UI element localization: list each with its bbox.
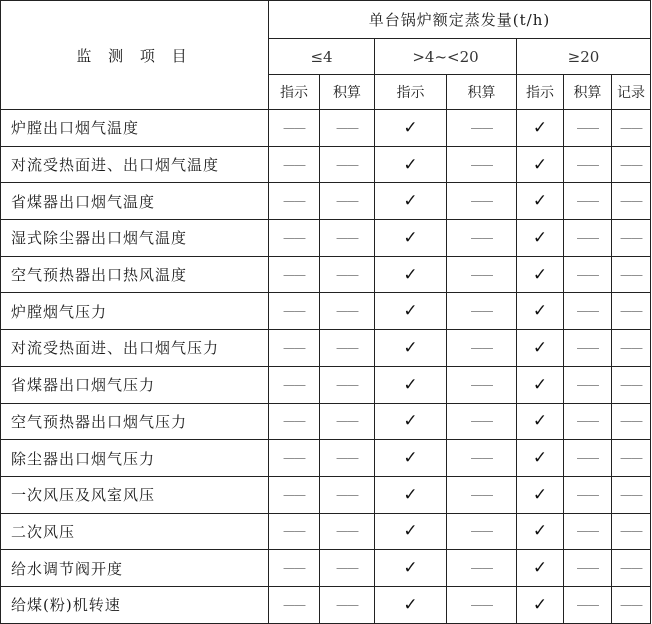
dash-mark: —— <box>564 586 612 623</box>
dash-mark: —— <box>269 256 320 293</box>
dash-mark: —— <box>564 513 612 550</box>
dash-mark: —— <box>612 330 651 367</box>
dash-mark: —— <box>320 366 375 403</box>
dash-mark: —— <box>564 110 612 147</box>
dash-mark: —— <box>612 586 651 623</box>
subcol-integrate: 积算 <box>564 75 612 110</box>
item-column-header: 监 测 项 目 <box>1 1 269 110</box>
dash-mark: —— <box>320 293 375 330</box>
check-mark-icon: ✓ <box>517 256 564 293</box>
check-mark-icon: ✓ <box>517 293 564 330</box>
monitoring-item-name: 空气预热器出口烟气压力 <box>1 403 269 440</box>
dash-mark: —— <box>269 220 320 257</box>
check-mark-icon: ✓ <box>375 293 447 330</box>
dash-mark: —— <box>320 476 375 513</box>
dash-mark: —— <box>564 366 612 403</box>
dash-mark: —— <box>447 586 517 623</box>
dash-mark: —— <box>447 476 517 513</box>
dash-mark: —— <box>320 586 375 623</box>
monitoring-item-name: 省煤器出口烟气压力 <box>1 366 269 403</box>
subcol-integrate: 积算 <box>320 75 375 110</box>
dash-mark: —— <box>320 220 375 257</box>
dash-mark: —— <box>320 330 375 367</box>
dash-mark: —— <box>320 256 375 293</box>
dash-mark: —— <box>269 513 320 550</box>
check-mark-icon: ✓ <box>375 330 447 367</box>
range-header-ge20: ≥20 <box>517 39 651 75</box>
dash-mark: —— <box>612 440 651 477</box>
check-mark-icon: ✓ <box>517 476 564 513</box>
table-row <box>1 293 651 330</box>
dash-mark: —— <box>269 550 320 587</box>
dash-mark: —— <box>269 586 320 623</box>
table-row <box>1 256 651 293</box>
dash-mark: —— <box>564 476 612 513</box>
monitoring-item-name: 二次风压 <box>1 513 269 550</box>
dash-mark: —— <box>269 330 320 367</box>
monitoring-item-name: 炉膛烟气压力 <box>1 293 269 330</box>
check-mark-icon: ✓ <box>517 330 564 367</box>
dash-mark: —— <box>447 403 517 440</box>
dash-mark: —— <box>612 183 651 220</box>
dash-mark: —— <box>320 183 375 220</box>
dash-mark: —— <box>320 146 375 183</box>
header-row-group <box>1 1 651 39</box>
subcol-record: 记录 <box>612 75 651 110</box>
check-mark-icon: ✓ <box>375 366 447 403</box>
dash-mark: —— <box>447 110 517 147</box>
dash-mark: —— <box>269 183 320 220</box>
check-mark-icon: ✓ <box>517 513 564 550</box>
monitoring-item-name: 炉膛出口烟气温度 <box>1 110 269 147</box>
dash-mark: —— <box>269 403 320 440</box>
check-mark-icon: ✓ <box>517 366 564 403</box>
dash-mark: —— <box>269 293 320 330</box>
dash-mark: —— <box>447 183 517 220</box>
table-row <box>1 220 651 257</box>
dash-mark: —— <box>612 110 651 147</box>
subcol-indicate: 指示 <box>375 75 447 110</box>
dash-mark: —— <box>269 366 320 403</box>
dash-mark: —— <box>447 256 517 293</box>
subcol-indicate: 指示 <box>517 75 564 110</box>
capacity-group-header: 单台锅炉额定蒸发量(t/h) <box>269 1 651 39</box>
monitoring-item-name: 湿式除尘器出口烟气温度 <box>1 220 269 257</box>
dash-mark: —— <box>612 403 651 440</box>
dash-mark: —— <box>320 403 375 440</box>
check-mark-icon: ✓ <box>517 440 564 477</box>
table-row <box>1 476 651 513</box>
dash-mark: —— <box>612 256 651 293</box>
table-row <box>1 183 651 220</box>
dash-mark: —— <box>564 330 612 367</box>
check-mark-icon: ✓ <box>517 183 564 220</box>
monitoring-item-name: 对流受热面进、出口烟气温度 <box>1 146 269 183</box>
check-mark-icon: ✓ <box>517 220 564 257</box>
range-header-4-20: >4~<20 <box>375 39 517 75</box>
check-mark-icon: ✓ <box>517 550 564 587</box>
dash-mark: —— <box>564 293 612 330</box>
dash-mark: —— <box>612 220 651 257</box>
check-mark-icon: ✓ <box>517 110 564 147</box>
dash-mark: —— <box>564 256 612 293</box>
dash-mark: —— <box>612 366 651 403</box>
check-mark-icon: ✓ <box>375 183 447 220</box>
dash-mark: —— <box>320 550 375 587</box>
table-row <box>1 513 651 550</box>
dash-mark: —— <box>447 513 517 550</box>
check-mark-icon: ✓ <box>517 146 564 183</box>
dash-mark: —— <box>447 146 517 183</box>
check-mark-icon: ✓ <box>375 513 447 550</box>
dash-mark: —— <box>564 183 612 220</box>
dash-mark: —— <box>564 220 612 257</box>
dash-mark: —— <box>447 550 517 587</box>
check-mark-icon: ✓ <box>375 476 447 513</box>
dash-mark: —— <box>447 330 517 367</box>
dash-mark: —— <box>447 366 517 403</box>
check-mark-icon: ✓ <box>375 146 447 183</box>
table-row <box>1 366 651 403</box>
dash-mark: —— <box>612 476 651 513</box>
table-header <box>1 1 651 110</box>
monitoring-item-name: 给水调节阀开度 <box>1 550 269 587</box>
check-mark-icon: ✓ <box>375 586 447 623</box>
dash-mark: —— <box>564 440 612 477</box>
table-row <box>1 110 651 147</box>
table-row <box>1 146 651 183</box>
table-row <box>1 403 651 440</box>
monitoring-item-name: 除尘器出口烟气压力 <box>1 440 269 477</box>
dash-mark: —— <box>612 513 651 550</box>
check-mark-icon: ✓ <box>375 440 447 477</box>
dash-mark: —— <box>269 440 320 477</box>
subcol-integrate: 积算 <box>447 75 517 110</box>
monitoring-item-name: 对流受热面进、出口烟气压力 <box>1 330 269 367</box>
monitoring-item-name: 省煤器出口烟气温度 <box>1 183 269 220</box>
dash-mark: —— <box>447 220 517 257</box>
dash-mark: —— <box>320 440 375 477</box>
subcol-indicate: 指示 <box>269 75 320 110</box>
check-mark-icon: ✓ <box>375 550 447 587</box>
table-body <box>1 110 651 624</box>
dash-mark: —— <box>320 110 375 147</box>
dash-mark: —— <box>447 293 517 330</box>
dash-mark: —— <box>269 476 320 513</box>
monitoring-item-name: 一次风压及风室风压 <box>1 476 269 513</box>
dash-mark: —— <box>612 293 651 330</box>
check-mark-icon: ✓ <box>375 256 447 293</box>
table-row <box>1 550 651 587</box>
check-mark-icon: ✓ <box>517 586 564 623</box>
dash-mark: —— <box>564 550 612 587</box>
dash-mark: —— <box>447 440 517 477</box>
range-header-le4: ≤4 <box>269 39 375 75</box>
table-row <box>1 330 651 367</box>
dash-mark: —— <box>564 403 612 440</box>
check-mark-icon: ✓ <box>375 403 447 440</box>
check-mark-icon: ✓ <box>375 220 447 257</box>
dash-mark: —— <box>269 146 320 183</box>
monitoring-item-name: 空气预热器出口热风温度 <box>1 256 269 293</box>
check-mark-icon: ✓ <box>375 110 447 147</box>
dash-mark: —— <box>612 550 651 587</box>
table-row <box>1 440 651 477</box>
dash-mark: —— <box>612 146 651 183</box>
table-row <box>1 586 651 623</box>
dash-mark: —— <box>269 110 320 147</box>
check-mark-icon: ✓ <box>517 403 564 440</box>
dash-mark: —— <box>564 146 612 183</box>
dash-mark: —— <box>320 513 375 550</box>
monitoring-item-name: 给煤(粉)机转速 <box>1 586 269 623</box>
